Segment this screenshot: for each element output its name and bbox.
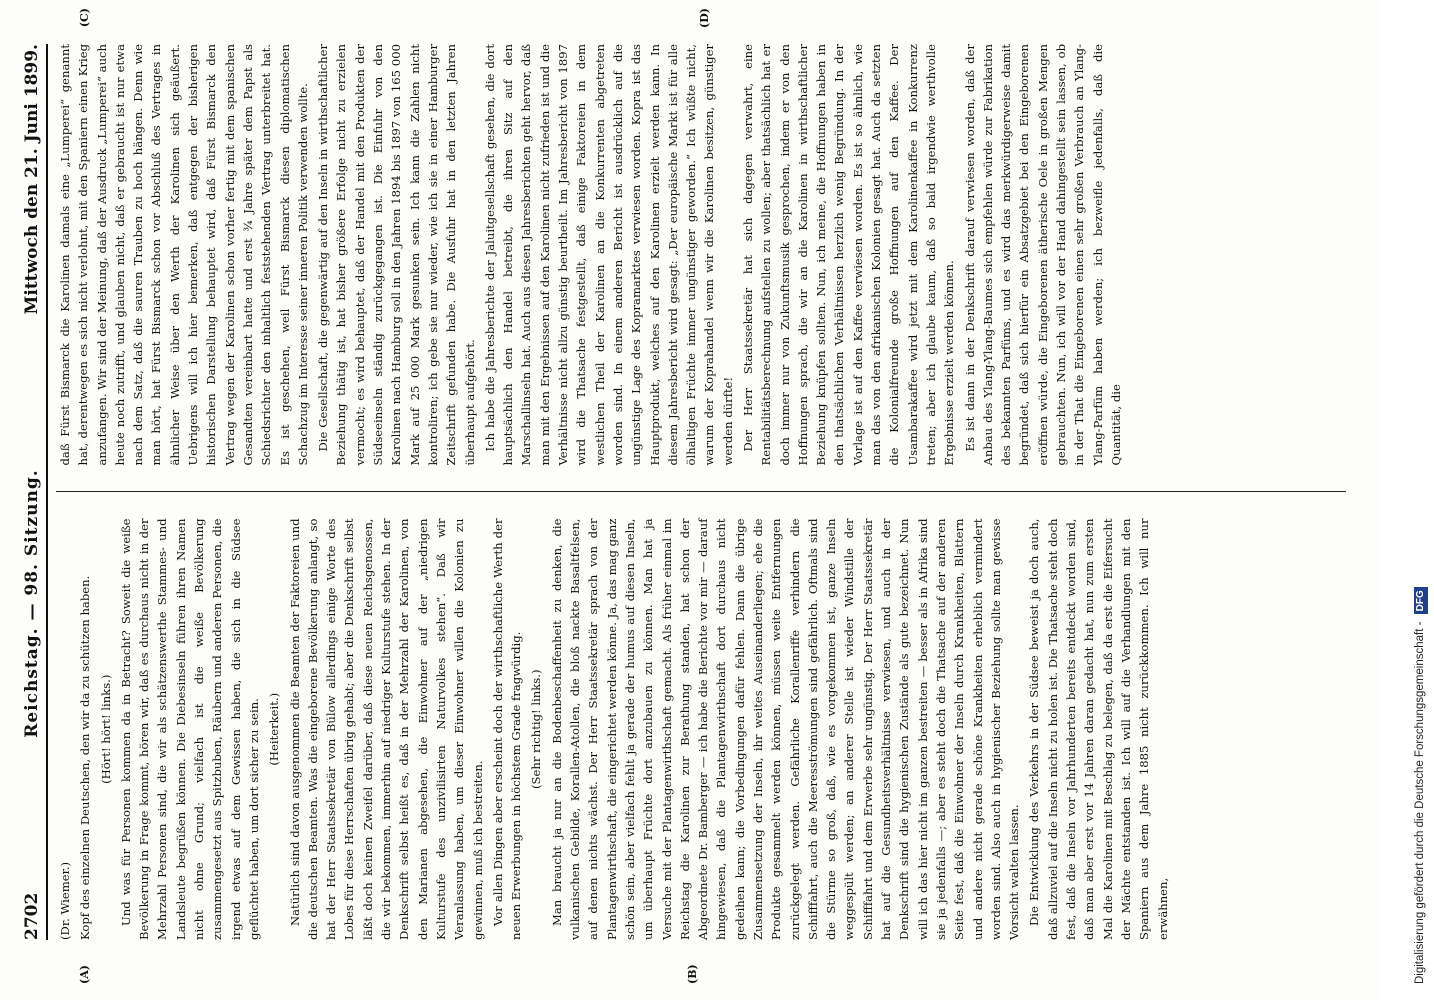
- interjection: (Sehr richtig! links.): [529, 669, 544, 789]
- paragraph: Vor allen Dingen aber erscheint doch der wirthschaftliche Werth der neuen Erwerbungen in höchstem Grade fragwürdig.: [490, 518, 524, 940]
- speaker-label: (Dr. Wiemer.): [58, 861, 72, 940]
- page-header: [22, 44, 48, 940]
- dfg-logo: DFG: [1414, 587, 1428, 614]
- credit-text: Digitalisierung gefördert durch die Deutsche Forschungsgemeinschaft -: [1414, 621, 1426, 984]
- paragraph: Natürlich sind davon ausgenommen die Beamten der Faktoreien und die deutschen Beamten. Was die eingeborene Bevölkerung anlangt, so hat der Herr Staatssekretär von Bülow allerdings einige Worte des Lobes für diese Herrschaften übrig gehabt; aber die Denkschrift selbst läßt doch keinen Zweifel darüber, daß diese neuen Reichsgenossen, die wir bekommen, immerhin auf niedriger Kulturstufe stehen. In der Denkschrift selbst heißt es, daß in der Mehrzahl der Karolinen, von den Marianen abgesehen, die Einwohner auf der „niedrigen Kulturstufe des unzivilisirten Naturvolkes stehen“. Daß wir Veranlassung haben, um dieser Einwohner willen die Kolonien zu gewinnen, muß ich bestreiten.: [287, 518, 485, 940]
- paragraph: Es ist dann in der Denkschrift darauf verwiesen worden, daß der Anbau des Ylang-Ylang-Baumes sich empfehlen würde zur Fabrikation des bekannten Parfüms, und es wird das merkwürdigerweise damit begründet, daß sich hierfür ein Absatzgebiet bei den Eingeborenen eröffnen würde, die Eingeborenen ätherische Oele in großen Mengen gebrauchten. Nun, ich will vor der Hand dahingestellt sein lassen, ob in der That die Eingeborenen einen sehr großen Verbrauch an Ylang-Ylang-Parfüm haben werden; ich bezweifle jedenfalls, daß die Quantität, die: [962, 44, 1123, 466]
- text-columns: [56, 8, 1346, 984]
- digitization-credit: [1410, 0, 1430, 1000]
- interjection: (Heiterkeit.): [267, 692, 282, 766]
- paragraph: Man braucht ja nur an die Bodenbeschaffenheit zu denken, die vulkanischen Gebilde, Korallen-Atollen, die bloß nackte Basaltfelsen, auf denen nichts wächst. Der Herr Staatssekretär sprach von der Plantagenwirthschaft, die eingerichtet werden könne. Ja, das mag ganz schön sein, aber vielfach fehlt ja gerade der humus auf diesen Inseln, um überhaupt Früchte dort anzubauen zu können. Man hat ja Versuche mit der Plantagenwirthschaft gemacht. Als früher einmal im Reichstag die Karolinen zur Berathung standen, hat schon der Abgeordnete Dr. Bamberger — ich habe die Berichte vor mir — darauf hingewiesen, daß die Plantagenwirthschaft dort durchaus nicht gedeihen kann; die Vorbedingungen dafür fehlen. Dann die übrige Zusammensetzung der Inseln, ihr weites Auseinanderliegen; ehe die Produkte gesammelt werden können, müssen weite Entfernungen zurückgelegt werden. Gefährliche Korallenriffe verhindern die Schifffahrt, auch die Meeresströmungen sind gefährlich. Oftmals sind die Stürme so groß, daß, wie es vorgekommen ist, ganze Inseln weggespült werden; an anderer Stelle ist wieder Windstille der Schifffahrt und dem Erwerbe sehr ungünstig. Der Herr Staatssekretär hat auf die Gesundheitsverhältnisse verwiesen, und auch in der Denkschrift sind die hygienischen Zustände als gute bezeichnet. Nun will ich das hier nicht im ganzen bestreiten — besser als in Afrika sind sie ja jedenfalls —; aber es steht doch die Thatsache auf der anderen Seite fest, daß die Einwohner der Inseln durch Krankheiten, Blattern und andere nicht gerade schöne Krankheiten erheblich vermindert worden sind. Also auch in hygienischer Beziehung sollte man gewisse Vorsicht walten lassen.: [549, 518, 1022, 940]
- column-divider: [56, 492, 1346, 493]
- margin-marker-d: (D): [698, 8, 711, 28]
- paragraph: Und was für Personen kommen da in Betracht? Soweit die weiße Bevölkerung in Frage kommt, hören wir, daß es durchaus nicht in der Mehrzahl Personen sind, die wir als schätzenswerthe Stammes- und Landsleute begrüßen können. Die Diebesinseln führen ihren Namen nicht ohne Grund; vielfach ist die weiße Bevölkerung zusammengesetzt aus Spitzbuben, Räubern und anderen Personen, die irgend etwas auf dem Gewissen haben, die sich in die Südsee geflüchtet haben, um dort sicher zu sein.: [118, 518, 261, 940]
- page-number: 2702: [22, 892, 42, 940]
- interjection: (Hört! hört! links.): [98, 674, 113, 784]
- margin-marker-c: (C): [78, 8, 91, 28]
- margin-marker-a: (A): [78, 965, 91, 984]
- left-column: [56, 518, 1346, 984]
- digitization-sidebar: [1404, 0, 1434, 1000]
- margin-marker-b: (B): [686, 964, 699, 984]
- paragraph: Der Herr Staatssekretär hat sich dagegen verwahrt, eine Rentabilitätsberechnung aufstellen zu wollen; aber thatsächlich hat er doch immer nur von Zukunftsmusik gesprochen, indem er von den Hoffnungen sprach, die wir an die Karolinen in wirthschaftlicher Beziehung knüpfen sollten. Nun, ich meine, die Hoffnungen haben in den thatsächlichen Verhältnissen herzlich wenig Begründung. In der Vorlage ist auf den Kaffee verwiesen worden. Es ist so ähnlich, wie man das von den afrikanischen Kolonien gesagt hat. Auch da setzten die Kolonialfreunde große Hoffnungen auf den Kaffee. Der Usambarakaffee wird jetzt mit dem Karolinenkaffee in Konkurrenz treten; aber ich glaube kaum, daß so bald irgendwie werthvolle Ergebnisse erzielt werden können.: [740, 44, 957, 466]
- paragraph: Kopf des einzelnen Deutschen, den wir da zu schützen haben.: [78, 575, 93, 940]
- paragraph: Ich habe die Jahresberichte der Jaluitgesellschaft gesehen, die dort hauptsächlich den Handel betreibt, die ihren Sitz auf den Marschallinseln hat. Auch aus diesen Jahresberichten geht hervor, daß man mit den Ergebnissen auf den Karolinen nicht zufrieden ist und die Verhältnisse nicht allzu günstig beurtheilt. Im Jahresbericht von 1897 wird die Thatsache festgestellt, daß einige Faktoreien in dem westlichen Theil der Karolinen an die Konkurrenten abgetreten worden sind. In einem anderen Bericht ist ausdrücklich auf die ungünstige Lage des Kopramarktes verwiesen worden. Kopra ist das Hauptprodukt, welches auf den Karolinen erzielt werden kann. In diesem Jahresbericht wird gesagt: „Der europäische Markt ist für alle ölhaltigen Früchte immer ungünstiger geworden.“ Ich wüßte nicht, warum der Koprahandel wenn wir die Karolinen besitzen, günstiger werden dürfte!: [482, 44, 735, 466]
- paragraph: daß Fürst Bismarck die Karolinen damals eine „Lumperei“ genannt hat, derentwegen es sich nicht verlohnt, mit den Spaniern einen Krieg anzufangen. Wir sind der Meinung, daß der Ausdruck „Lumperei“ auch heute noch zutrifft, und glauben nicht, daß er gebraucht ist nur etwa nach dem Satz, daß die sauren Trauben zu hoch hängen. Denn wie man hört, hat Fürst Bismarck schon vor Abschluß des Vertrages in ähnlicher Weise über den Werth der Karolinen sich geäußert. Uebrigens will ich hier bemerken, daß entgegen der bisherigen historischen Darstellung behauptet wird, daß Fürst Bismarck den Vertrag wegen der Karolinen schon vorher fertig mit dem spanischen Gesandten vereinbart hatte und erst ¾ Jahre später dem Papst als Schiedsrichter den inhaltlich feststehenden Vertrag unterbreitet hat. Es ist geschehen, weil Fürst Bismarck diesen diplomatischen Schachzug im Interesse seiner inneren Politik verwenden wollte.: [58, 44, 310, 466]
- page-title: Reichstag. — 98. Sitzung.: [22, 469, 42, 738]
- page-date: Mittwoch den 21. Juni 1899.: [22, 44, 42, 315]
- paragraph: Die Entwicklung des Verkehrs in der Südsee beweist ja doch auch, daß allzuviel auf die Inseln nicht zu holen ist. Die Thatsache steht doch fest, daß die Inseln vor Jahrhunderten bereits entdeckt worden sind, daß man aber erst vor 14 Jahren daran gedacht hat, nun zum ersten Mal die Karolinen mit Beschlag zu belegen, daß da erst die Eifersucht der Mächte entstanden ist. Ich will auf die Verhandlungen mit den Spaniern aus dem Jahre 1885 nicht zurückkommen. Ich will nur erwähnen,: [1027, 518, 1170, 940]
- paragraph: Die Gesellschaft, die gegenwärtig auf den Inseln in wirthschaftlicher Beziehung thätig ist, hat bisher größere Erfolge nicht zu erzielen vermocht; es wird behauptet, daß der Handel mit den Produkten der Südseeinseln ständig zurückgegangen ist. Die Einfuhr von den Karolinen nach Hamburg soll in den Jahren 1894 bis 1897 von 165 000 Mark auf 25 000 Mark gesunken sein. Ich kann die Zahlen nicht kontroliren; ich gebe sie nur wieder, wie ich sie in einer Hamburger Zeitschrift gefunden habe. Die Ausfuhr hat in den letzten Jahren überhaupt aufgehört.: [316, 44, 477, 466]
- right-column: [56, 8, 1346, 466]
